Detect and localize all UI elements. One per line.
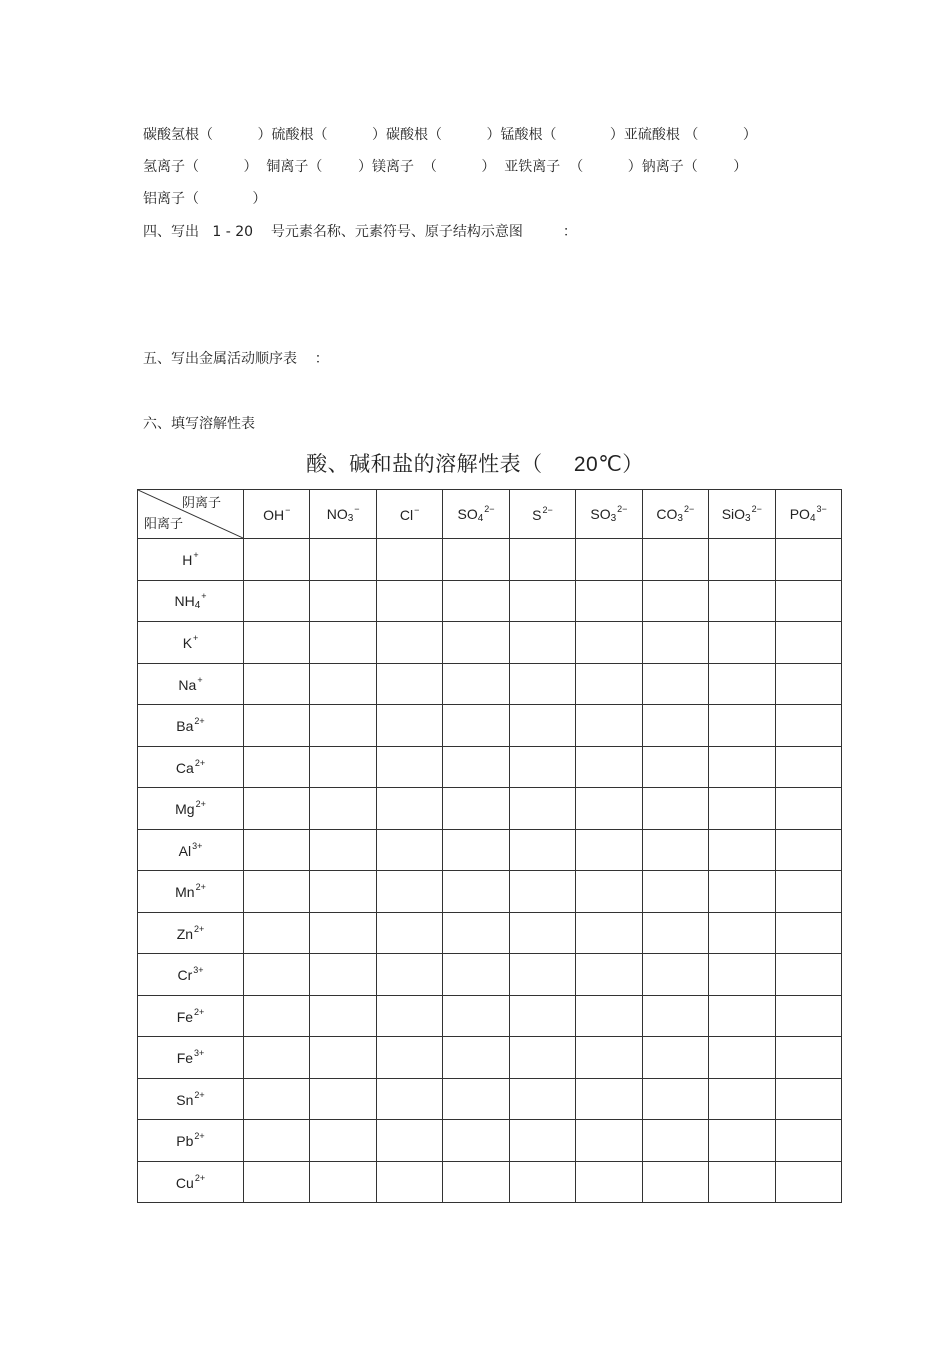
- solubility-cell[interactable]: [244, 539, 310, 581]
- table-row: [138, 1120, 842, 1162]
- solubility-cell[interactable]: [709, 954, 775, 996]
- solubility-cell[interactable]: [709, 580, 775, 622]
- anion-label: SiO$_3^{2-}$: [721, 504, 762, 524]
- solubility-cell[interactable]: [709, 1037, 775, 1079]
- solubility-cell[interactable]: [443, 746, 509, 788]
- table-row: [138, 954, 842, 996]
- solubility-cell[interactable]: [576, 1120, 642, 1162]
- anion-header-4: [509, 490, 575, 539]
- solubility-cell[interactable]: [576, 580, 642, 622]
- table-row: [138, 788, 842, 830]
- solubility-cell[interactable]: [310, 1161, 376, 1203]
- cation-header-2: [138, 622, 244, 664]
- cation-header-8: [138, 871, 244, 913]
- solubility-cell[interactable]: [642, 1161, 708, 1203]
- cation-label: $Ca^{2+}$: [175, 757, 206, 776]
- solubility-cell[interactable]: [775, 746, 842, 788]
- solubility-cell[interactable]: [443, 705, 509, 747]
- anion-header-2: [376, 490, 442, 539]
- anion-label: $S^{2-}$: [532, 505, 553, 523]
- cation-header-9: [138, 912, 244, 954]
- table-row: [138, 705, 842, 747]
- anion-header-0: [244, 490, 310, 539]
- solubility-cell[interactable]: [709, 622, 775, 664]
- solubility-cell[interactable]: [376, 954, 442, 996]
- solubility-cell[interactable]: [509, 539, 575, 581]
- table-row: [138, 663, 842, 705]
- anion-label: $PO_4^{3-}$: [789, 504, 827, 524]
- solubility-cell[interactable]: [310, 954, 376, 996]
- solubility-cell[interactable]: [509, 663, 575, 705]
- corner-cation-label: 阳离子: [144, 517, 184, 532]
- solubility-cell[interactable]: [642, 788, 708, 830]
- solubility-cell[interactable]: [775, 1037, 842, 1079]
- table-row: [138, 580, 842, 622]
- table-row: [138, 995, 842, 1037]
- cation-label: $Ba^{2+}$: [176, 716, 205, 735]
- table-row: [138, 622, 842, 664]
- solubility-cell[interactable]: [376, 788, 442, 830]
- solubility-cell[interactable]: [775, 912, 842, 954]
- solubility-cell[interactable]: [509, 746, 575, 788]
- solubility-cell[interactable]: [509, 1078, 575, 1120]
- cation-header-10: [138, 954, 244, 996]
- solubility-cell[interactable]: [244, 1161, 310, 1203]
- anion-header-3: [443, 490, 509, 539]
- cation-label: $Pb^{2+}$: [176, 1131, 205, 1150]
- solubility-cell[interactable]: [509, 622, 575, 664]
- cation-label: $NH_4^+$: [174, 590, 207, 611]
- table-row: [138, 1161, 842, 1203]
- solubility-cell[interactable]: [443, 829, 509, 871]
- solubility-cell[interactable]: [443, 580, 509, 622]
- solubility-cell[interactable]: [775, 1120, 842, 1162]
- solubility-cell[interactable]: [310, 622, 376, 664]
- solubility-cell[interactable]: [775, 1078, 842, 1120]
- solubility-cell[interactable]: [576, 663, 642, 705]
- solubility-cell[interactable]: [576, 995, 642, 1037]
- anion-label: $SO_4^{2-}$: [457, 504, 495, 524]
- solubility-cell[interactable]: [376, 1161, 442, 1203]
- solubility-cell[interactable]: [376, 1078, 442, 1120]
- solubility-cell[interactable]: [509, 705, 575, 747]
- solubility-cell[interactable]: [576, 622, 642, 664]
- cation-label: $Cu^{2+}$: [175, 1172, 206, 1191]
- solubility-cell[interactable]: [376, 1037, 442, 1079]
- solubility-cell[interactable]: [709, 871, 775, 913]
- ion-names-line-1: 碳酸氢根（ ）硫酸根（ ）碳酸根（ ）锰酸根（ ）亚硫酸根 （ ）: [143, 127, 757, 143]
- cation-label: $Zn^{2+}$: [176, 923, 205, 942]
- solubility-cell[interactable]: [642, 1037, 708, 1079]
- solubility-cell[interactable]: [642, 746, 708, 788]
- solubility-cell[interactable]: [376, 705, 442, 747]
- solubility-cell[interactable]: [244, 829, 310, 871]
- question-4: 四、写出 1 - 20 号元素名称、元素符号、原子结构示意图 ：: [143, 224, 577, 240]
- cation-header-5: [138, 746, 244, 788]
- cation-label: $Fe^{3+}$: [176, 1048, 205, 1067]
- solubility-cell[interactable]: [244, 788, 310, 830]
- solubility-cell[interactable]: [775, 829, 842, 871]
- solubility-cell[interactable]: [244, 995, 310, 1037]
- cation-header-3: [138, 663, 244, 705]
- solubility-cell[interactable]: [709, 995, 775, 1037]
- anion-header-5: [576, 490, 642, 539]
- solubility-cell[interactable]: [310, 829, 376, 871]
- solubility-cell[interactable]: [709, 829, 775, 871]
- solubility-cell[interactable]: [642, 1120, 708, 1162]
- cation-header-14: [138, 1120, 244, 1162]
- solubility-cell[interactable]: [244, 580, 310, 622]
- anion-label: Cl−: [399, 505, 420, 523]
- solubility-cell[interactable]: [642, 580, 708, 622]
- cation-label: $Mn^{2+}$: [175, 882, 206, 901]
- solubility-cell[interactable]: [310, 788, 376, 830]
- solubility-cell[interactable]: [709, 788, 775, 830]
- solubility-cell[interactable]: [509, 829, 575, 871]
- cation-label: Na+: [178, 674, 203, 693]
- solubility-cell[interactable]: [642, 1078, 708, 1120]
- solubility-cell[interactable]: [709, 705, 775, 747]
- solubility-cell[interactable]: [310, 871, 376, 913]
- solubility-cell[interactable]: [709, 539, 775, 581]
- ion-names-line-2: 氢离子（ ） 铜离子（ ）镁离子 （ ） 亚铁离子 （ ）钠离子（ ）: [143, 159, 748, 175]
- solubility-cell[interactable]: [376, 622, 442, 664]
- solubility-cell[interactable]: [443, 622, 509, 664]
- solubility-cell[interactable]: [509, 580, 575, 622]
- solubility-cell[interactable]: [775, 995, 842, 1037]
- solubility-cell[interactable]: [709, 1161, 775, 1203]
- solubility-cell[interactable]: [509, 912, 575, 954]
- solubility-cell[interactable]: [775, 1161, 842, 1203]
- solubility-cell[interactable]: [443, 539, 509, 581]
- cation-header-6: [138, 788, 244, 830]
- solubility-cell[interactable]: [310, 1120, 376, 1162]
- solubility-cell[interactable]: [709, 912, 775, 954]
- cation-label: $Cr^{3+}$: [177, 965, 204, 984]
- cation-header-0: [138, 539, 244, 581]
- table-row: [138, 1078, 842, 1120]
- solubility-cell[interactable]: [443, 871, 509, 913]
- table-row: [138, 871, 842, 913]
- solubility-cell[interactable]: [244, 871, 310, 913]
- solubility-cell[interactable]: [244, 622, 310, 664]
- cation-header-1: [138, 580, 244, 622]
- anion-label: $NO_3^-$: [326, 504, 360, 524]
- solubility-cell[interactable]: [775, 580, 842, 622]
- solubility-cell[interactable]: [775, 705, 842, 747]
- table-title-text: 酸、碱和盐的溶解性表（: [306, 452, 543, 476]
- table-row: [138, 746, 842, 788]
- solubility-cell[interactable]: [376, 580, 442, 622]
- solubility-cell[interactable]: [775, 871, 842, 913]
- solubility-cell[interactable]: [443, 1078, 509, 1120]
- solubility-cell[interactable]: [443, 663, 509, 705]
- solubility-cell[interactable]: [443, 1037, 509, 1079]
- solubility-cell[interactable]: [443, 1161, 509, 1203]
- table-row: [138, 539, 842, 581]
- solubility-cell[interactable]: [244, 1037, 310, 1079]
- solubility-cell[interactable]: [509, 871, 575, 913]
- solubility-cell[interactable]: [443, 912, 509, 954]
- solubility-cell[interactable]: [310, 580, 376, 622]
- solubility-cell[interactable]: [642, 829, 708, 871]
- cation-header-12: [138, 1037, 244, 1079]
- anion-header-row: [138, 490, 842, 539]
- solubility-cell[interactable]: [576, 746, 642, 788]
- solubility-cell[interactable]: [310, 746, 376, 788]
- solubility-table-body: [138, 539, 842, 1203]
- solubility-cell[interactable]: [509, 1120, 575, 1162]
- solubility-cell[interactable]: [244, 1120, 310, 1162]
- solubility-cell[interactable]: [709, 746, 775, 788]
- anion-header-8: [775, 490, 842, 539]
- solubility-cell[interactable]: [244, 954, 310, 996]
- solubility-cell[interactable]: [642, 622, 708, 664]
- cation-label: $Fe^{2+}$: [176, 1006, 205, 1025]
- solubility-cell[interactable]: [576, 954, 642, 996]
- solubility-cell[interactable]: [576, 912, 642, 954]
- solubility-cell[interactable]: [509, 788, 575, 830]
- cation-label: $Mg^{2+}$: [175, 799, 206, 818]
- question-5: 五、写出金属活动顺序表 ：: [143, 351, 329, 367]
- solubility-cell[interactable]: [376, 871, 442, 913]
- corner-cell: [138, 490, 244, 539]
- anion-label: $SO_3^{2-}$: [590, 504, 628, 524]
- solubility-cell[interactable]: [642, 539, 708, 581]
- solubility-cell[interactable]: [310, 1078, 376, 1120]
- solubility-cell[interactable]: [310, 995, 376, 1037]
- solubility-cell[interactable]: [642, 954, 708, 996]
- solubility-cell[interactable]: [509, 1037, 575, 1079]
- anion-label: OH−: [263, 505, 291, 523]
- solubility-cell[interactable]: [576, 788, 642, 830]
- solubility-cell[interactable]: [244, 663, 310, 705]
- table-row: [138, 829, 842, 871]
- cation-header-15: [138, 1161, 244, 1203]
- solubility-table: [137, 489, 842, 1203]
- anion-header-7: [709, 490, 775, 539]
- solubility-cell[interactable]: [376, 829, 442, 871]
- solubility-cell[interactable]: [310, 912, 376, 954]
- solubility-cell[interactable]: [310, 539, 376, 581]
- table-row: [138, 1037, 842, 1079]
- solubility-cell[interactable]: [376, 746, 442, 788]
- solubility-cell[interactable]: [709, 1078, 775, 1120]
- cation-label: H+: [182, 550, 199, 569]
- cation-header-11: [138, 995, 244, 1037]
- question-6: 六、填写溶解性表: [143, 416, 255, 432]
- cation-label: $Al^{3+}$: [178, 840, 203, 859]
- solubility-cell[interactable]: [244, 746, 310, 788]
- table-row: [138, 912, 842, 954]
- solubility-cell[interactable]: [576, 1161, 642, 1203]
- cation-header-13: [138, 1078, 244, 1120]
- solubility-cell[interactable]: [775, 663, 842, 705]
- cation-label: $Sn^{2+}$: [176, 1089, 205, 1108]
- solubility-cell[interactable]: [709, 663, 775, 705]
- solubility-cell[interactable]: [310, 705, 376, 747]
- anion-header-1: [310, 490, 376, 539]
- solubility-cell[interactable]: [244, 912, 310, 954]
- solubility-cell[interactable]: [576, 705, 642, 747]
- anion-header-6: [642, 490, 708, 539]
- solubility-cell[interactable]: [376, 539, 442, 581]
- solubility-cell[interactable]: [376, 995, 442, 1037]
- solubility-cell[interactable]: [775, 788, 842, 830]
- solubility-cell[interactable]: [576, 829, 642, 871]
- solubility-cell[interactable]: [509, 1161, 575, 1203]
- solubility-cell[interactable]: [443, 788, 509, 830]
- cation-label: K+: [182, 633, 199, 652]
- corner-anion-label: 阴离子: [181, 496, 221, 511]
- solubility-cell[interactable]: [509, 954, 575, 996]
- table-title-temperature: 20℃）: [573, 453, 644, 476]
- anion-label: $CO_3^{2-}$: [656, 504, 695, 524]
- table-title: [0, 448, 950, 478]
- solubility-cell[interactable]: [443, 1120, 509, 1162]
- solubility-cell[interactable]: [576, 1037, 642, 1079]
- solubility-cell[interactable]: [642, 995, 708, 1037]
- solubility-cell[interactable]: [642, 912, 708, 954]
- solubility-cell[interactable]: [642, 663, 708, 705]
- solubility-cell[interactable]: [376, 663, 442, 705]
- solubility-cell[interactable]: [443, 954, 509, 996]
- solubility-cell[interactable]: [775, 954, 842, 996]
- solubility-cell[interactable]: [709, 1120, 775, 1162]
- solubility-cell[interactable]: [376, 912, 442, 954]
- solubility-cell[interactable]: [310, 1037, 376, 1079]
- solubility-cell[interactable]: [576, 871, 642, 913]
- solubility-cell[interactable]: [576, 1078, 642, 1120]
- solubility-cell[interactable]: [443, 995, 509, 1037]
- solubility-cell[interactable]: [642, 871, 708, 913]
- solubility-cell[interactable]: [509, 995, 575, 1037]
- solubility-cell[interactable]: [576, 539, 642, 581]
- solubility-cell[interactable]: [642, 705, 708, 747]
- solubility-cell[interactable]: [244, 1078, 310, 1120]
- solubility-cell[interactable]: [310, 663, 376, 705]
- solubility-cell[interactable]: [775, 539, 842, 581]
- solubility-cell[interactable]: [376, 1120, 442, 1162]
- solubility-cell[interactable]: [775, 622, 842, 664]
- cation-header-7: [138, 829, 244, 871]
- solubility-cell[interactable]: [244, 705, 310, 747]
- ion-names-line-3: 铝离子（ ）: [143, 191, 267, 207]
- cation-header-4: [138, 705, 244, 747]
